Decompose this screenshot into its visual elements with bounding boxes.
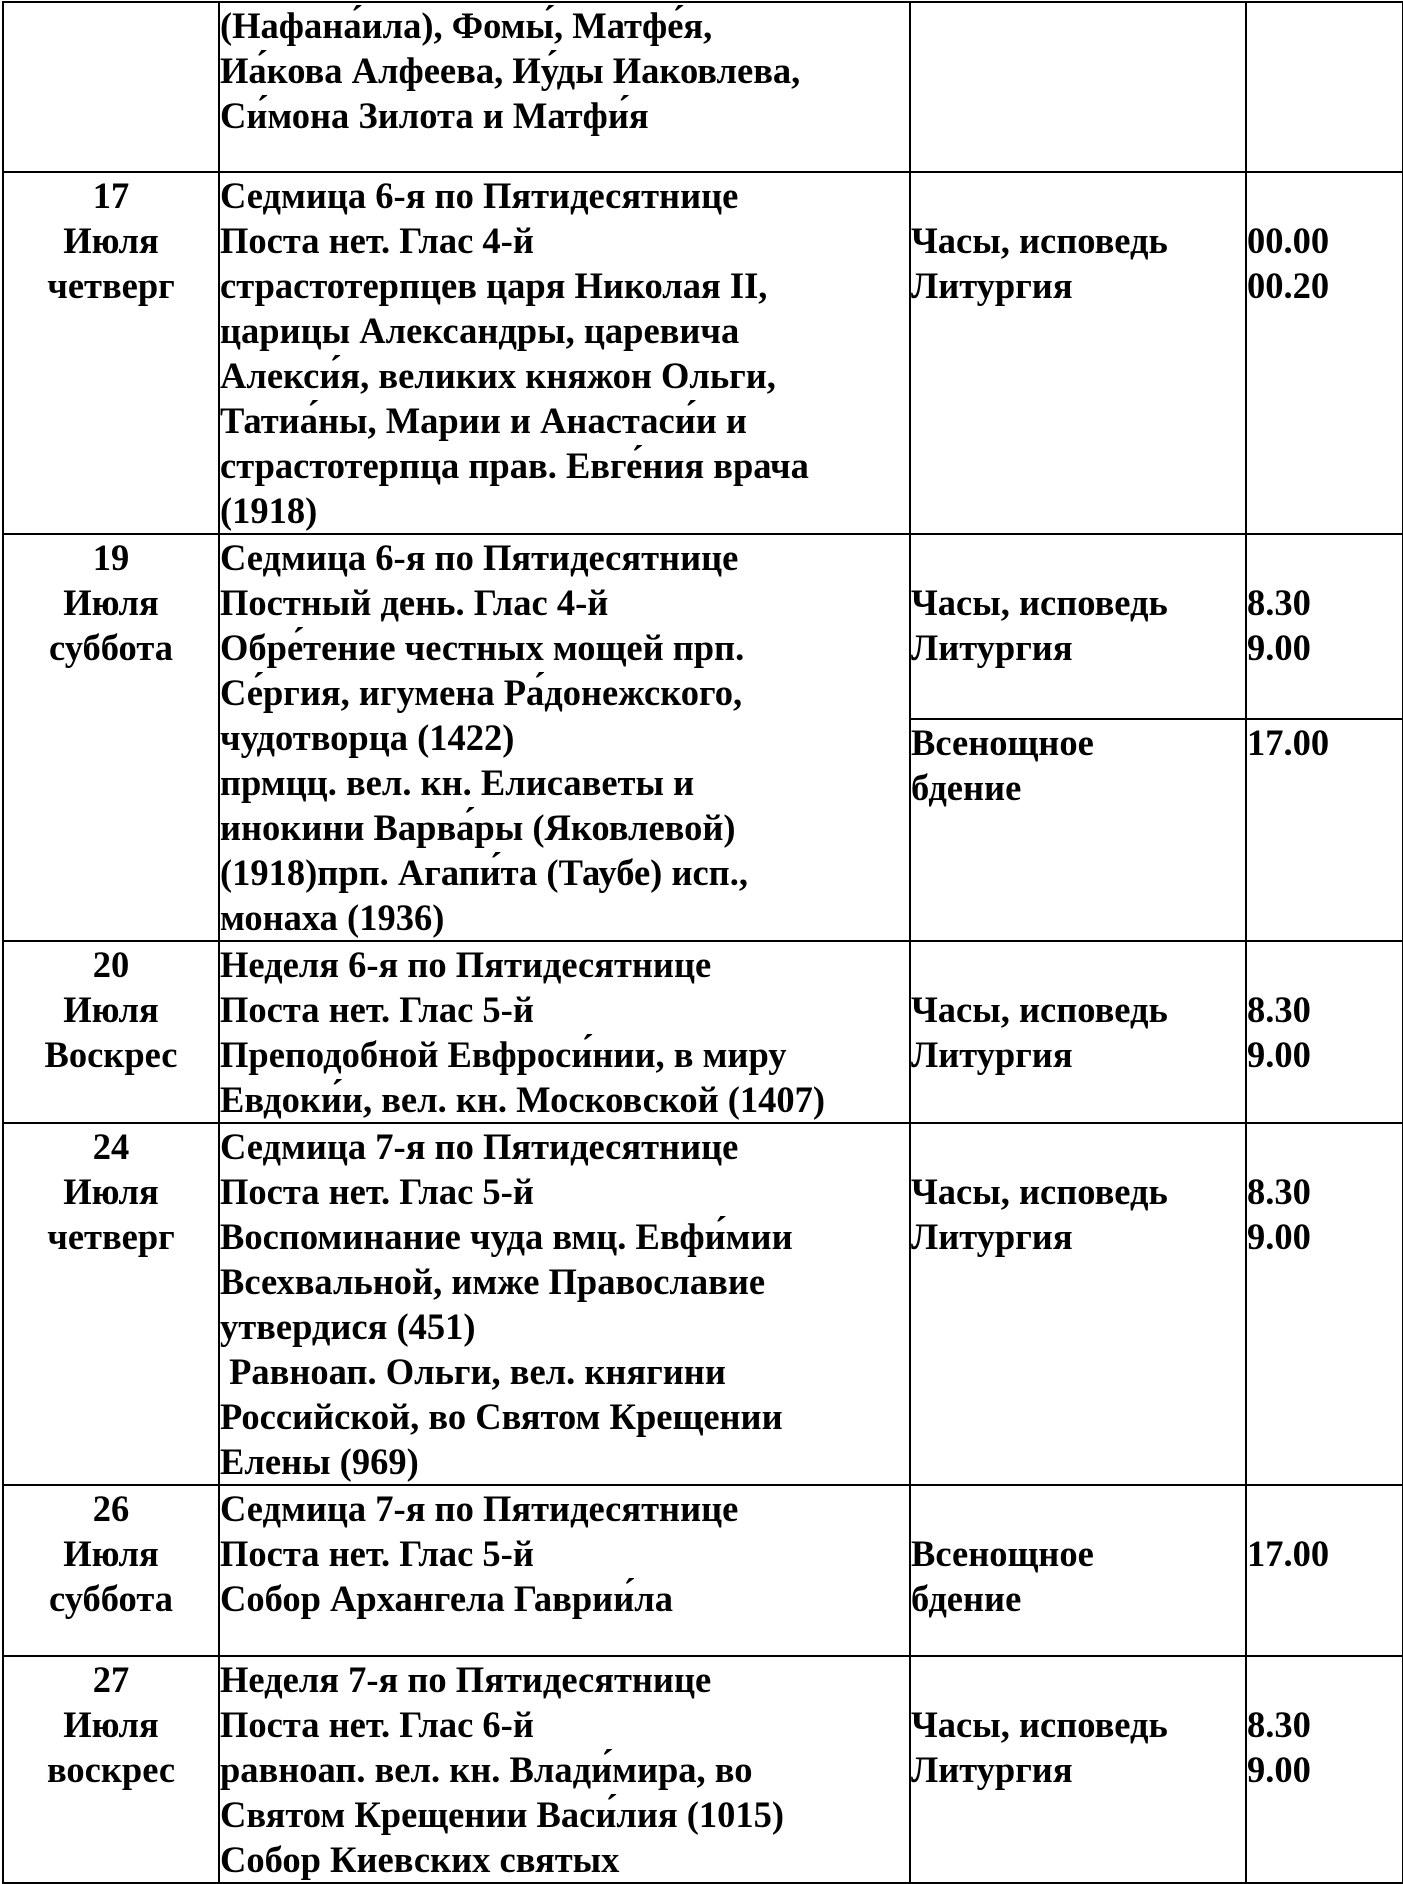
description-line: Неделя 6-я по Пятидесятнице bbox=[220, 944, 712, 985]
description-line: Се́ргия, игумена Ра́донежского, bbox=[220, 672, 743, 713]
date-cell bbox=[3, 1485, 219, 1656]
description-line: Собор Архангела Гаврии́ла bbox=[220, 1578, 673, 1619]
date-day: 26 bbox=[92, 1488, 130, 1529]
time-cell bbox=[1246, 172, 1403, 534]
description-line: Всехвальной, имже Православие bbox=[220, 1261, 766, 1302]
description-line: монаха (1936) bbox=[220, 897, 445, 938]
date-weekday: суббота bbox=[49, 627, 173, 668]
description-line: (1918) bbox=[220, 490, 318, 531]
service-name: бдение bbox=[911, 767, 1022, 809]
service-cell bbox=[910, 719, 1246, 941]
description-line: Неделя 7-я по Пятидесятнице bbox=[220, 1659, 712, 1700]
description-cell bbox=[219, 941, 910, 1123]
date-day: 17 bbox=[92, 175, 130, 216]
description-line: Поста нет. Глас 4-й bbox=[220, 220, 534, 261]
description-line: Седмица 7-я по Пятидесятнице bbox=[220, 1126, 739, 1167]
date-month: Июля bbox=[63, 1704, 159, 1745]
description-line: (Нафана́ила), Фомы́, Матфе́я, bbox=[220, 5, 713, 46]
service-name: Всенощное bbox=[911, 722, 1094, 764]
service-name: Литургия bbox=[911, 265, 1073, 306]
service-time: 00.20 bbox=[1247, 265, 1330, 306]
service-time: 00.00 bbox=[1247, 220, 1330, 261]
table-row bbox=[3, 2, 1403, 172]
description-line: Седмица 6-я по Пятидесятнице bbox=[220, 537, 739, 578]
description-line: Поста нет. Глас 6-й bbox=[220, 1704, 534, 1745]
date-weekday: воскрес bbox=[46, 1749, 176, 1790]
description-line: Поста нет. Глас 5-й bbox=[220, 989, 534, 1030]
description-line: (1918)прп. Агапи́та (Таубе) исп., bbox=[220, 852, 748, 893]
service-name: Часы, исповедь bbox=[911, 1704, 1168, 1745]
description-line: страстотерпцев царя Николая II, bbox=[220, 265, 768, 306]
schedule-table bbox=[2, 1, 1403, 1884]
service-cell bbox=[910, 534, 1246, 719]
description-line: Воспоминание чуда вмц. Евфи́мии bbox=[220, 1216, 793, 1257]
service-cell bbox=[910, 941, 1246, 1123]
description-line: Иа́кова Алфеева, Иу́ды Иаковлева, bbox=[220, 50, 801, 91]
description-line: Евдоки́и, вел. кн. Московской (1407) bbox=[220, 1079, 826, 1120]
description-line: Поста нет. Глас 5-й bbox=[220, 1171, 534, 1212]
description-cell bbox=[219, 172, 910, 534]
service-time: 9.00 bbox=[1247, 1034, 1311, 1075]
time-cell bbox=[1246, 941, 1403, 1123]
table-row bbox=[3, 1123, 1403, 1485]
description-line: Святом Крещении Васи́лия (1015) bbox=[220, 1794, 785, 1835]
date-cell bbox=[3, 1123, 219, 1485]
service-time: 17.00 bbox=[1247, 1533, 1330, 1574]
description-line: царицы Александры, царевича bbox=[220, 310, 740, 351]
date-month: Июля bbox=[63, 582, 159, 623]
date-cell bbox=[3, 172, 219, 534]
service-time: 9.00 bbox=[1247, 1216, 1311, 1257]
table-row bbox=[3, 172, 1403, 534]
description-line: Елены (969) bbox=[220, 1441, 419, 1482]
date-month: Июля bbox=[63, 989, 159, 1030]
description-cell bbox=[219, 1656, 910, 1883]
description-line: утвердися (451) bbox=[220, 1306, 476, 1347]
date-day: 20 bbox=[92, 944, 130, 985]
date-day: 19 bbox=[92, 537, 130, 578]
date-weekday: суббота bbox=[49, 1578, 173, 1619]
service-cell bbox=[910, 2, 1246, 172]
service-time: 9.00 bbox=[1247, 627, 1311, 668]
date-cell bbox=[3, 534, 219, 941]
service-name: Литургия bbox=[911, 1749, 1073, 1790]
service-time: 8.30 bbox=[1247, 1704, 1311, 1745]
date-weekday: четверг bbox=[47, 265, 175, 306]
table-row bbox=[3, 941, 1403, 1123]
description-cell bbox=[219, 1485, 910, 1656]
description-line: Поста нет. Глас 5-й bbox=[220, 1533, 534, 1574]
service-time: 8.30 bbox=[1247, 582, 1311, 623]
service-name: Литургия bbox=[911, 1034, 1073, 1075]
service-cell bbox=[910, 172, 1246, 534]
service-cell bbox=[910, 1656, 1246, 1883]
date-cell bbox=[3, 941, 219, 1123]
time-cell bbox=[1246, 719, 1403, 941]
date-month: Июля bbox=[63, 1533, 159, 1574]
table-row bbox=[3, 1656, 1403, 1883]
service-cell bbox=[910, 1123, 1246, 1485]
schedule-body bbox=[3, 2, 1403, 1883]
description-line: Собор Киевских святых bbox=[220, 1839, 620, 1880]
date-day: 27 bbox=[92, 1659, 130, 1700]
description-line: равноап. вел. кн. Влади́мира, во bbox=[220, 1749, 753, 1790]
service-name: бдение bbox=[911, 1578, 1022, 1619]
service-name: Часы, исповедь bbox=[911, 989, 1168, 1030]
time-cell bbox=[1246, 1123, 1403, 1485]
description-line: инокини Варва́ры (Яковлевой) bbox=[220, 807, 736, 848]
date-cell bbox=[3, 2, 219, 172]
date-day: 24 bbox=[92, 1126, 130, 1167]
description-line: Седмица 7-я по Пятидесятнице bbox=[220, 1488, 739, 1529]
date-month: Июля bbox=[63, 220, 159, 261]
time-cell bbox=[1246, 1656, 1403, 1883]
service-cell bbox=[910, 1485, 1246, 1656]
description-line: прмцц. вел. кн. Елисаветы и bbox=[220, 762, 695, 803]
table-row bbox=[3, 534, 1403, 719]
time-cell bbox=[1246, 1485, 1403, 1656]
service-time: 8.30 bbox=[1247, 989, 1311, 1030]
service-name: Всенощное bbox=[911, 1533, 1094, 1574]
description-line: Постный день. Глас 4-й bbox=[220, 582, 609, 623]
description-line: Седмица 6-я по Пятидесятнице bbox=[220, 175, 739, 216]
description-cell bbox=[219, 1123, 910, 1485]
service-name: Часы, исповедь bbox=[911, 582, 1168, 623]
time-cell bbox=[1246, 2, 1403, 172]
service-time: 17.00 bbox=[1247, 722, 1330, 764]
service-name: Часы, исповедь bbox=[911, 1171, 1168, 1212]
date-weekday: Воскрес bbox=[44, 1034, 178, 1075]
description-line: Татиа́ны, Марии и Анастаси́и и bbox=[220, 400, 747, 441]
description-line: чудотворца (1422) bbox=[220, 717, 515, 758]
date-weekday: четверг bbox=[47, 1216, 175, 1257]
service-time: 8.30 bbox=[1247, 1171, 1311, 1212]
description-line: страстотерпца прав. Евге́ния врача bbox=[220, 445, 809, 486]
description-line: Преподобной Евфроси́нии, в миру bbox=[220, 1034, 787, 1075]
service-name: Литургия bbox=[911, 1216, 1073, 1257]
description-line: Обре́тение честных мощей прп. bbox=[220, 627, 745, 668]
description-line: Равноап. Ольги, вел. княгини bbox=[220, 1351, 726, 1392]
description-line: Российской, во Святом Крещении bbox=[220, 1396, 783, 1437]
date-month: Июля bbox=[63, 1171, 159, 1212]
description-line: Алекси́я, великих княжон Ольги, bbox=[220, 355, 776, 396]
table-row bbox=[3, 1485, 1403, 1656]
service-name: Литургия bbox=[911, 627, 1073, 668]
time-cell bbox=[1246, 534, 1403, 719]
date-cell bbox=[3, 1656, 219, 1883]
description-line: Си́мона Зилота и Матфи́я bbox=[220, 95, 649, 136]
description-cell bbox=[219, 534, 910, 941]
description-cell bbox=[219, 2, 910, 172]
service-name: Часы, исповедь bbox=[911, 220, 1168, 261]
service-time: 9.00 bbox=[1247, 1749, 1311, 1790]
